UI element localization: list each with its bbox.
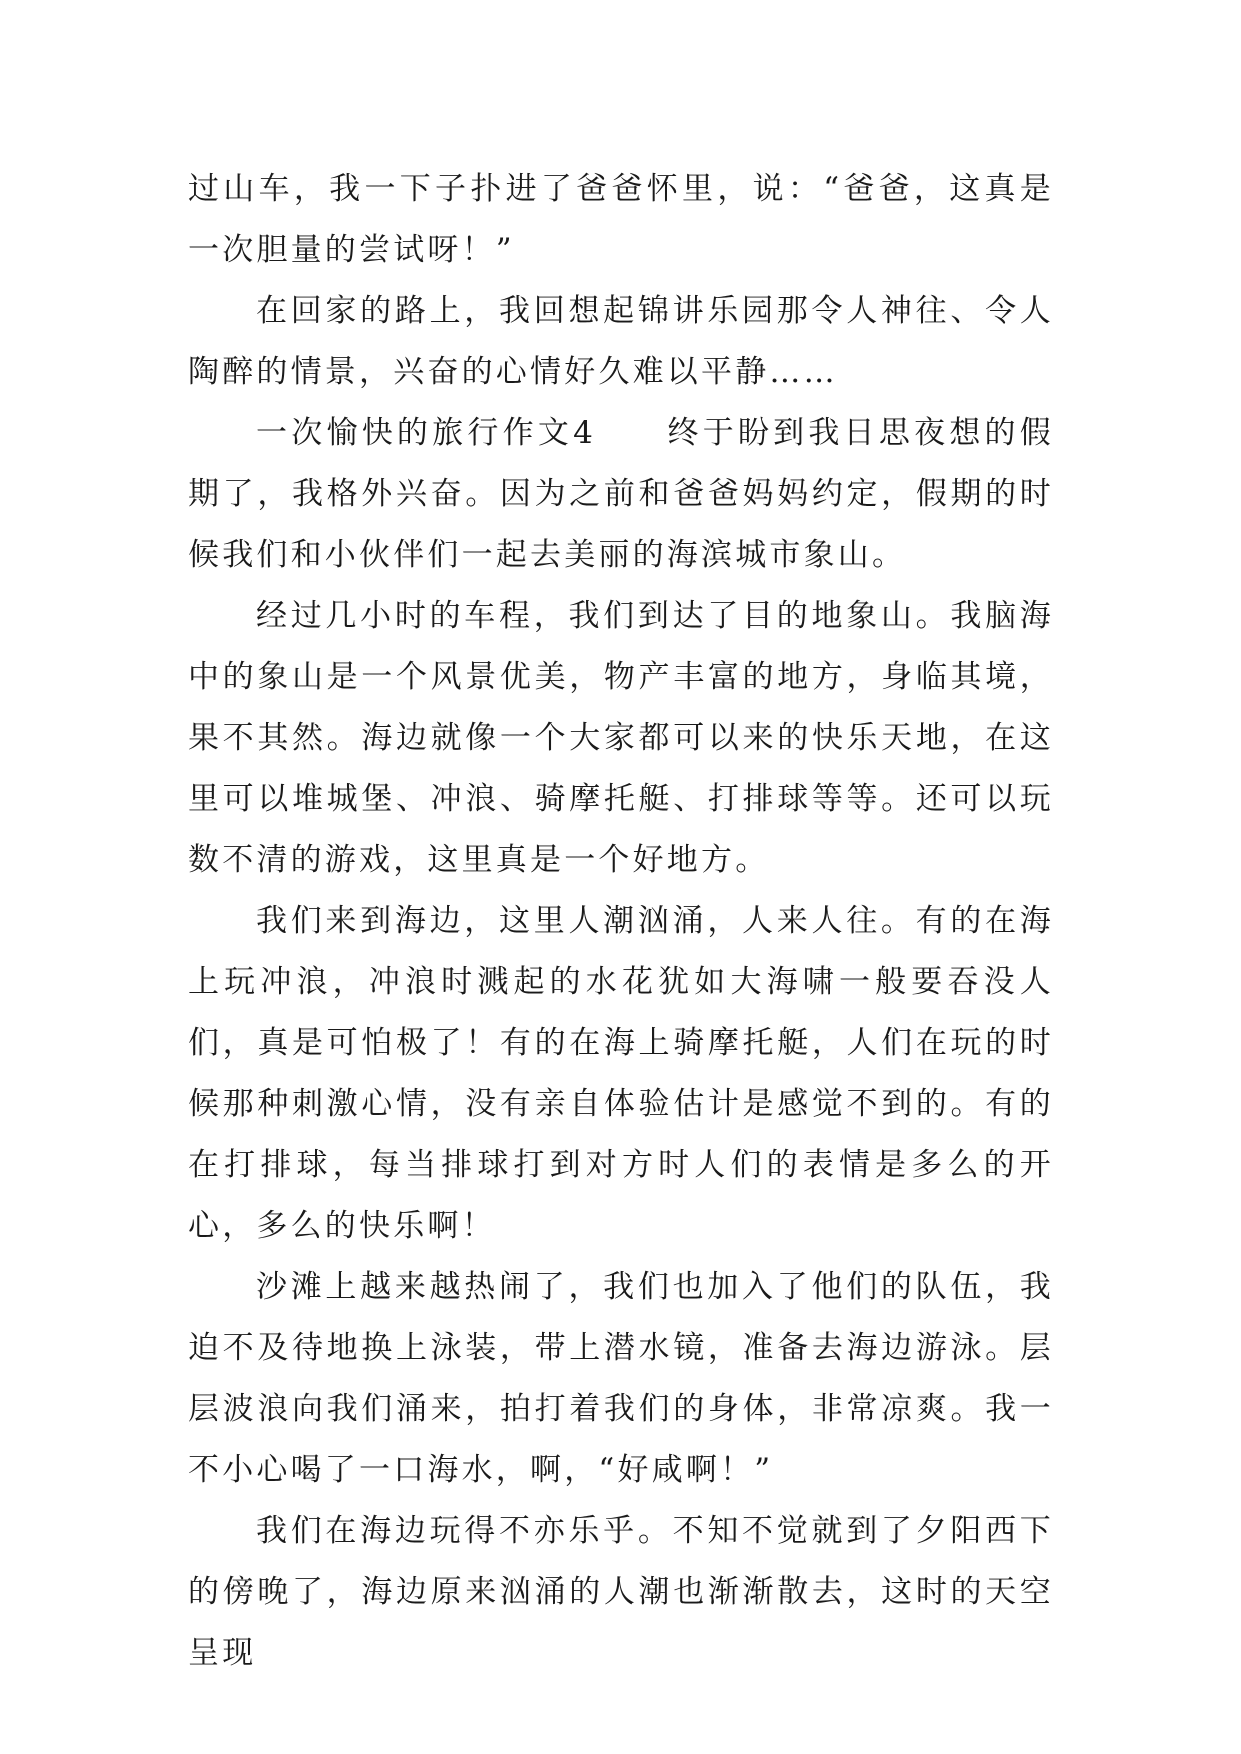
document-body bbox=[188, 159, 1054, 1684]
paragraph: 在回家的路上，我回想起锦讲乐园那令人神往、令人陶醉的情景，兴奋的心情好久难以平静…… bbox=[188, 293, 1054, 390]
paragraph: 我们在海边玩得不亦乐乎。不知不觉就到了夕阳西下的傍晚了，海边原来汹涌的人潮也渐渐散去，这时的天空呈现 bbox=[188, 1513, 1054, 1671]
paragraph: 沙滩上越来越热闹了，我们也加入了他们的队伍，我迫不及待地换上泳装，带上潜水镜，准备去海边游泳。层层波浪向我们涌来，拍打着我们的身体，非常凉爽。我一不小心喝了一口海水，啊，“好咸啊！” bbox=[188, 1269, 1054, 1488]
paragraph: 一次愉快的旅行作文4 终于盼到我日思夜想的假期了，我格外兴奋。因为之前和爸爸妈妈约定，假期的时候我们和小伙伴们一起去美丽的海滨城市象山。 bbox=[188, 415, 1054, 573]
paragraph: 经过几小时的车程，我们到达了目的地象山。我脑海中的象山是一个风景优美，物产丰富的地方，身临其境，果不其然。海边就像一个大家都可以来的快乐天地，在这里可以堆城堡、冲浪、骑摩托艇、打排球等等。还可以玩数不清的游戏，这里真是一个好地方。 bbox=[188, 598, 1054, 878]
paragraph: 过山车，我一下子扑进了爸爸怀里，说：“爸爸，这真是一次胆量的尝试呀！” bbox=[188, 171, 1054, 268]
paragraph: 我们来到海边，这里人潮汹涌，人来人往。有的在海上玩冲浪，冲浪时溅起的水花犹如大海啸一般要吞没人们，真是可怕极了！有的在海上骑摩托艇，人们在玩的时候那种刺激心情，没有亲自体验估计是感觉不到的。有的在打排球，每当排球打到对方时人们的表情是多么的开心，多么的快乐啊！ bbox=[188, 903, 1054, 1244]
